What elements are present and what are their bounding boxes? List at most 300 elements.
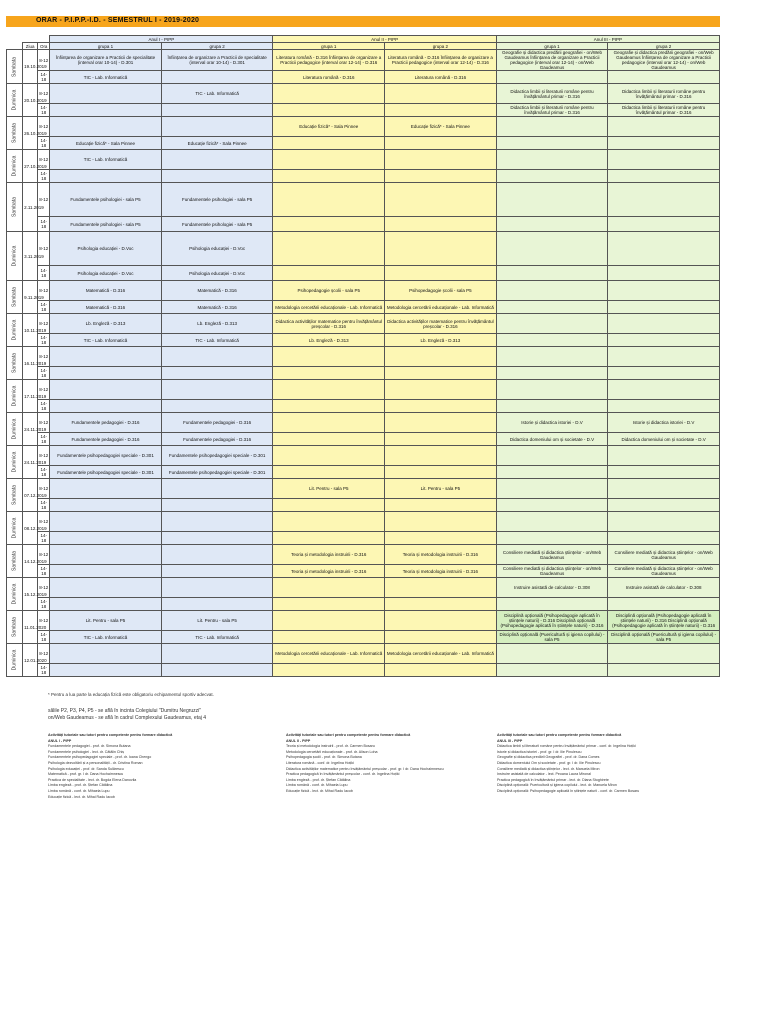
day-name-cell	[7, 479, 23, 512]
class-cell	[273, 611, 385, 631]
hour-cell: 8-12	[38, 183, 50, 217]
class-cell	[273, 433, 385, 446]
class-cell: TIC - Lab. Informatică	[50, 71, 162, 84]
class-cell: Lit. Pentru - sala P5	[385, 479, 497, 499]
class-cell: Educație fizică* - Sala Pinnee	[273, 117, 385, 137]
tutor-line: Istorie și didactica istoriei - prof. gr. I dr. Ilie Pinulescu	[497, 749, 582, 754]
class-cell	[496, 466, 608, 479]
class-cell	[496, 532, 608, 545]
class-cell: Psihologia educației - D.Voc	[161, 266, 273, 281]
class-cell	[161, 565, 273, 578]
class-cell	[385, 217, 497, 232]
hour-cell: 14-18	[38, 137, 50, 150]
class-cell	[50, 499, 162, 512]
schedule-row	[7, 565, 720, 578]
class-cell: Instruire asistată de calculator - D.308	[608, 578, 720, 598]
class-cell	[161, 400, 273, 413]
class-cell	[161, 104, 273, 117]
class-cell: Metodologia cercetării educaționale - Lab. Informatică	[273, 301, 385, 314]
tutors-year-1	[48, 733, 248, 800]
class-cell	[161, 150, 273, 170]
class-cell: Lit. Pentru - sala P5	[50, 611, 162, 631]
tutors-heading: Activități tutoriale sau tutori pentru competente pentru formare didactică	[286, 733, 411, 737]
class-cell	[608, 400, 720, 413]
location-note: on/Web Gaudeamus - se află în cadrul Complexului Gaudeamus, etaj 4	[48, 715, 207, 721]
hour-cell: 14-18	[38, 631, 50, 644]
class-cell	[608, 137, 720, 150]
class-cell	[50, 565, 162, 578]
class-cell: TIC - Lab. Informatică	[50, 631, 162, 644]
class-cell	[385, 598, 497, 611]
class-cell	[385, 400, 497, 413]
class-cell: Matematică - D.316	[161, 281, 273, 301]
class-cell: Didactica limbii și literaturii române pentru învățământul primar - D.316	[608, 84, 720, 104]
class-cell: Metodologia cercetării educaționale - Lab. Informatică	[273, 644, 385, 664]
class-cell	[273, 170, 385, 183]
schedule-row	[7, 499, 720, 512]
hour-cell: 14-18	[38, 499, 50, 512]
class-cell	[608, 301, 720, 314]
class-cell	[608, 170, 720, 183]
class-cell: Didactica limbii și literaturii române pentru învățământul primar - D.316	[496, 104, 608, 117]
schedule-row	[7, 512, 720, 532]
class-cell	[50, 598, 162, 611]
hour-cell: 8-12	[38, 50, 50, 71]
day-name: Sambata	[11, 484, 18, 506]
schedule-row	[7, 347, 720, 367]
schedule-title-bar	[6, 16, 720, 27]
class-cell	[50, 104, 162, 117]
hour-cell: 14-18	[38, 104, 50, 117]
class-cell	[50, 644, 162, 664]
date-cell: 3.11.2019	[23, 232, 38, 281]
class-cell: TIC - Lab. Informatică	[50, 150, 162, 170]
class-cell: TIC - Lab. Informatică	[161, 631, 273, 644]
hour-cell: 14-18	[38, 266, 50, 281]
date-cell: 07.12.2019	[23, 479, 38, 512]
class-cell: Fundamentele psihologiei - sala P5	[161, 217, 273, 232]
schedule-table	[6, 35, 720, 677]
class-cell: Matematică - D.316	[50, 301, 162, 314]
day-name: Duminica	[11, 245, 18, 267]
class-cell	[496, 232, 608, 266]
class-cell	[385, 183, 497, 217]
class-cell	[385, 631, 497, 644]
class-cell: Instruire asistată de calculator - D.308	[496, 578, 608, 598]
class-cell: Metodologia cercetării educaționale - Lab. Informatică	[385, 301, 497, 314]
class-cell	[385, 578, 497, 598]
schedule-row	[7, 644, 720, 664]
class-cell	[385, 84, 497, 104]
class-cell	[50, 380, 162, 400]
day-name-cell	[7, 347, 23, 380]
date-cell: 11.01.2020	[23, 611, 38, 644]
schedule-row	[7, 413, 720, 433]
schedule-row	[7, 183, 720, 217]
hour-cell: 14-18	[38, 664, 50, 677]
hour-cell: 14-18	[38, 367, 50, 380]
schedule-row	[7, 266, 720, 281]
tutors-list	[48, 744, 248, 800]
class-cell: Teoria și metodologia instruirii - D.316	[385, 565, 497, 578]
class-cell: Lb. Engleză - D.313	[273, 334, 385, 347]
location-note: sălile P2, P3, P4, P5 - se află în incinta Colegiului "Dumitru Negruzzi"	[48, 708, 202, 714]
date-cell: 15.12.2019	[23, 578, 38, 611]
class-cell	[496, 334, 608, 347]
day-name: Duminica	[11, 451, 18, 473]
tutor-line: Fundamentele psihopedagogiei speciale - prof. dr. Ioana Chengo	[48, 755, 152, 760]
class-cell: Literatura română - D.316	[385, 71, 497, 84]
class-cell	[608, 367, 720, 380]
class-cell: Consiliere mediată și didactica științelor - on/Web Gaudeamus	[496, 545, 608, 565]
hour-cell: 8-12	[38, 281, 50, 301]
class-cell	[161, 170, 273, 183]
class-cell	[496, 499, 608, 512]
class-cell	[608, 314, 720, 334]
class-cell	[273, 413, 385, 433]
class-cell	[496, 512, 608, 532]
class-cell	[385, 104, 497, 117]
class-cell	[161, 598, 273, 611]
hour-cell: 8-12	[38, 479, 50, 499]
class-cell: Teoria și metodologia instruirii - D.316	[273, 545, 385, 565]
class-cell: Fundamentele pedagogiei - D.316	[161, 433, 273, 446]
hour-cell: 14-18	[38, 71, 50, 84]
class-cell	[273, 400, 385, 413]
schedule-row	[7, 301, 720, 314]
class-cell	[496, 314, 608, 334]
class-cell	[496, 644, 608, 664]
day-name-cell	[7, 50, 23, 84]
tutor-line: Limba engleză - prof. dr. Ștefan Cătălina	[48, 783, 113, 788]
group-header: grupa 1	[273, 43, 385, 50]
tutor-line: Disciplină opțională: Psihopedagogie aplicată în științele naturii - conf. dr. Carmen Bosaru	[497, 788, 640, 793]
class-cell: TIC - Lab. Informatică	[161, 334, 273, 347]
tutor-line: Fundamentele psihologiei - lect. dr. Cătălin Chiș	[48, 749, 125, 754]
class-cell	[50, 170, 162, 183]
date-cell: 27.10.2019	[23, 150, 38, 183]
hour-cell: 14-18	[38, 433, 50, 446]
day-name-cell	[7, 84, 23, 117]
class-cell	[273, 347, 385, 367]
day-name-cell	[7, 512, 23, 545]
tutors-heading: Activități tutoriale sau tutori pentru competente pentru formare didactică	[497, 733, 622, 737]
class-cell	[608, 644, 720, 664]
schedule-row	[7, 314, 720, 334]
tutors-subheading: ANUL II - PIPP	[286, 738, 311, 743]
class-cell: Fundamentele psihopedagogiei speciale - D.301	[50, 466, 162, 479]
class-cell	[608, 150, 720, 170]
class-cell	[496, 71, 608, 84]
tutor-line: Practica pedagogică în învățământul preșcolar - conf. dr. Ingelina Hoțiki	[286, 772, 400, 777]
class-cell	[161, 71, 273, 84]
hour-cell: 8-12	[38, 117, 50, 137]
schedule-row	[7, 400, 720, 413]
class-cell: Disciplină opțională (Puericultură și igiena copilului) - sala P5	[608, 631, 720, 644]
tutor-line: Didactica domeniului Om și societate - prof. gr. I dr. Ilie Pinulescu	[497, 760, 601, 765]
tutor-line: Literatura română - conf. dr. Ingelina Hoțiki	[286, 760, 354, 765]
day-name-cell	[7, 314, 23, 347]
class-cell: Didactica activităților matematice pentru învățământul preșcolar - D.316	[385, 314, 497, 334]
hour-cell: 14-18	[38, 170, 50, 183]
day-name: Duminica	[11, 517, 18, 539]
date-cell: 24.11.2019	[23, 446, 38, 479]
class-cell	[496, 117, 608, 137]
tutor-line: Educație fizică - lect. dr. Mihai Radu Iacob	[48, 794, 115, 799]
day-name: Duminica	[11, 385, 18, 407]
class-cell	[385, 446, 497, 466]
hour-cell: 14-18	[38, 334, 50, 347]
schedule-row	[7, 232, 720, 266]
schedule-row	[7, 281, 720, 301]
class-cell: Psihologia educației - D.Voc	[161, 232, 273, 266]
hour-cell: 8-12	[38, 512, 50, 532]
class-cell	[496, 598, 608, 611]
class-cell	[385, 433, 497, 446]
class-cell: Educație fizică* - Sala Pinnee	[385, 117, 497, 137]
class-cell	[496, 170, 608, 183]
class-cell: Literatura română - D.316 Înființarea de organizare a Practicii pedagogice (interval orar 12-14) - D.316	[273, 50, 385, 71]
date-cell: 16.11.2019	[23, 347, 38, 380]
schedule-row	[7, 50, 720, 71]
schedule-row	[7, 545, 720, 565]
schedule-title: ORAR - P.I.P.P.-I.D. - SEMESTRUL I - 2019-2020	[36, 17, 200, 24]
day-name-cell	[7, 380, 23, 413]
day-name-cell	[7, 117, 23, 150]
tutors-year-2	[286, 733, 486, 795]
class-cell	[385, 232, 497, 266]
class-cell	[273, 466, 385, 479]
date-cell: 20.10.2019	[23, 84, 38, 117]
class-cell: Istorie și didactica istoriei - D.V	[608, 413, 720, 433]
class-cell	[161, 664, 273, 677]
schedule-row	[7, 84, 720, 104]
class-cell: Disciplină opțională (Puericultură și igiena copilului) - sala P5	[496, 631, 608, 644]
class-cell: Disciplină opțională (Psihopedagogie aplicată în științele naturii) - D.316 Disciplină opțională (Psihopedagogie aplicată în științele naturii) - D.316	[496, 611, 608, 631]
class-cell: TIC - Lab. Informatică	[161, 84, 273, 104]
tutor-line: Consiliere mediată și didactica științelor - lect. dr. Manuela Miron	[497, 766, 600, 771]
day-name: Sambata	[11, 550, 18, 572]
day-name-cell	[7, 281, 23, 314]
year-3-header: Anul III - PIPP	[496, 36, 719, 43]
day-name: Sambata	[11, 352, 18, 374]
class-cell	[50, 479, 162, 499]
date-cell: 2.11.2019	[23, 183, 38, 232]
year-header-row	[7, 36, 720, 43]
class-cell: Geografie și didactica predării geografiei - on/Web Gaudeamus Înființarea de organizare a Practicii pedagogice (interval orar 12-14) - on/Web Gaudeamus	[496, 50, 608, 71]
class-cell	[496, 301, 608, 314]
class-cell	[161, 380, 273, 400]
class-cell: Matematică - D.316	[161, 301, 273, 314]
schedule-row	[7, 578, 720, 598]
class-cell: Psihopedagogie școlii - sala P5	[385, 281, 497, 301]
class-cell: Fundamentele psihologiei - sala P5	[50, 183, 162, 217]
hour-cell: 8-12	[38, 611, 50, 631]
day-name: Sambata	[11, 122, 18, 144]
class-cell	[385, 170, 497, 183]
schedule-row	[7, 598, 720, 611]
class-cell	[385, 499, 497, 512]
class-cell	[50, 578, 162, 598]
hour-cell: 14-18	[38, 217, 50, 232]
hour-cell: 8-12	[38, 347, 50, 367]
tutor-line: Limba română - conf. dr. Mihaela Lupu	[48, 788, 110, 793]
class-cell	[608, 499, 720, 512]
day-name: Duminica	[11, 649, 18, 671]
day-name: Sambata	[11, 616, 18, 638]
class-cell	[608, 334, 720, 347]
class-cell	[161, 545, 273, 565]
class-cell: Teoria și metodologia instruirii - D.316	[273, 565, 385, 578]
class-cell	[608, 598, 720, 611]
hour-cell: 14-18	[38, 598, 50, 611]
class-cell: Fundamentele pedagogiei - D.316	[161, 413, 273, 433]
class-cell	[161, 367, 273, 380]
tutor-line: Psihopedagogia școlii - prof. dr. Simona Butana	[286, 755, 362, 760]
class-cell	[385, 367, 497, 380]
class-cell: Lb. Engleză - D.313	[385, 334, 497, 347]
class-cell: Lit. Pentru - sala P5	[273, 479, 385, 499]
class-cell: Psihologia educației - D.Voc	[50, 232, 162, 266]
day-name: Sambata	[11, 286, 18, 308]
day-name: Duminica	[11, 319, 18, 341]
date-cell: 12.01.2020	[23, 644, 38, 677]
schedule-row	[7, 433, 720, 446]
class-cell	[273, 499, 385, 512]
group-header-row	[7, 43, 720, 50]
class-cell	[50, 512, 162, 532]
hour-cell: 8-12	[38, 314, 50, 334]
hour-cell: 8-12	[38, 150, 50, 170]
tutors-year-3	[497, 733, 697, 795]
date-cell: 14.12.2019	[23, 545, 38, 578]
class-cell	[161, 499, 273, 512]
class-cell	[385, 611, 497, 631]
tutor-line: Didactica limbii și literaturii române pentru învățământul primar - conf. dr. Ingelina Hoțiki	[497, 744, 636, 749]
tutor-line: Disciplină opțională: Puericultură și igiena copilului - lect. dr. Manuela Miron	[497, 783, 617, 788]
date-cell: 26.10.2019	[23, 117, 38, 150]
class-cell: Literatura română - D.316 Înființarea de organizare a Practicii pedagogice (interval orar 12-14) - D.316	[385, 50, 497, 71]
group-header: grupa 1	[496, 43, 608, 50]
day-name: Duminica	[11, 89, 18, 111]
day-name-cell	[7, 611, 23, 644]
class-cell	[496, 266, 608, 281]
class-cell	[385, 347, 497, 367]
schedule-row	[7, 170, 720, 183]
class-cell	[273, 84, 385, 104]
class-cell	[496, 446, 608, 466]
tutor-line: Teoria și metodologia instruirii - prof. dr. Carmen Bosaru	[286, 744, 375, 749]
date-cell: 17.11.2019	[23, 380, 38, 413]
day-name: Sambata	[11, 196, 18, 218]
class-cell	[608, 380, 720, 400]
tutor-line: Practica de specialitate - lect. dr. Bogda Elena Danovila	[48, 777, 137, 782]
class-cell: Metodologia cercetării educaționale - Lab. Informatică	[385, 644, 497, 664]
class-cell	[273, 232, 385, 266]
hour-cell: 8-12	[38, 84, 50, 104]
schedule-row	[7, 479, 720, 499]
day-name-cell	[7, 644, 23, 677]
day-name-cell	[7, 150, 23, 183]
class-cell: Fundamentele pedagogiei - D.316	[50, 413, 162, 433]
class-cell: Fundamentele psihopedagogiei speciale - D.301	[161, 446, 273, 466]
schedule-row	[7, 466, 720, 479]
schedule-row	[7, 217, 720, 232]
tutor-line: Limba engleză - prof. dr. Ștefan Cătălina	[286, 777, 351, 782]
class-cell: Fundamentele psihopedagogiei speciale - D.301	[50, 446, 162, 466]
class-cell	[161, 644, 273, 664]
class-cell	[608, 232, 720, 266]
class-cell	[273, 598, 385, 611]
class-cell: Lb. Engleză - D.313	[161, 314, 273, 334]
hour-cell: 8-12	[38, 446, 50, 466]
day-name-cell	[7, 545, 23, 578]
day-name: Duminica	[11, 418, 18, 440]
class-cell: Fundamentele psihologiei - sala P5	[50, 217, 162, 232]
class-cell	[273, 578, 385, 598]
day-name-cell	[7, 578, 23, 611]
class-cell: Lb. Engleză - D.313	[50, 314, 162, 334]
day-name: Duminica	[11, 583, 18, 605]
class-cell	[161, 479, 273, 499]
class-cell	[496, 664, 608, 677]
class-cell	[50, 532, 162, 545]
hour-cell: 14-18	[38, 532, 50, 545]
class-cell	[50, 367, 162, 380]
class-cell	[385, 413, 497, 433]
class-cell	[273, 137, 385, 150]
date-cell: 19.10.2019	[23, 50, 38, 84]
class-cell	[273, 631, 385, 644]
schedule-row	[7, 380, 720, 400]
hour-cell: 14-18	[38, 466, 50, 479]
tutor-line: Didactica activităților matematice pentru învățământul preșcolar - prof. gr. I dr. Dana Hochaimnescu	[286, 766, 444, 771]
tutor-line: Geografie și didactica predării Geografiei - prof. dr. Dana Comes	[497, 755, 600, 760]
class-cell: Fundamentele psihopedagogiei speciale - D.301	[161, 466, 273, 479]
class-cell	[161, 532, 273, 545]
class-cell: Lit. Pentru - sala P5	[161, 611, 273, 631]
class-cell	[273, 532, 385, 545]
class-cell: Educație fizică* - Sala Pinnee	[161, 137, 273, 150]
class-cell	[273, 150, 385, 170]
class-cell: Istorie și didactica istoriei - D.V	[496, 413, 608, 433]
class-cell: Consiliere mediată și didactica științelor - on/Web Gaudeamus	[496, 565, 608, 578]
class-cell	[50, 400, 162, 413]
class-cell	[496, 281, 608, 301]
tutor-line: Psihologia dezvoltării și a personalității - dr. Cristina Roman	[48, 760, 143, 765]
schedule-row	[7, 664, 720, 677]
day-name-cell	[7, 232, 23, 281]
class-cell	[50, 664, 162, 677]
class-cell	[273, 512, 385, 532]
group-header: grupa 2	[161, 43, 273, 50]
class-cell	[608, 446, 720, 466]
group-header: grupa 1	[50, 43, 162, 50]
tutor-line: Limba română - conf. dr. Mihaela Lupu	[286, 783, 348, 788]
group-header: grupa 2	[608, 43, 720, 50]
schedule-row	[7, 367, 720, 380]
day-name-cell	[7, 183, 23, 232]
schedule-row	[7, 71, 720, 84]
schedule-row	[7, 611, 720, 631]
schedule-row	[7, 150, 720, 170]
class-cell: Teoria și metodologia instruirii - D.316	[385, 545, 497, 565]
hour-cell: 14-18	[38, 400, 50, 413]
class-cell	[496, 380, 608, 400]
tutor-line: Instruire asistată de calculator - lect. Peoana Laura Mironal	[497, 772, 591, 777]
class-cell	[608, 512, 720, 532]
class-cell	[273, 217, 385, 232]
